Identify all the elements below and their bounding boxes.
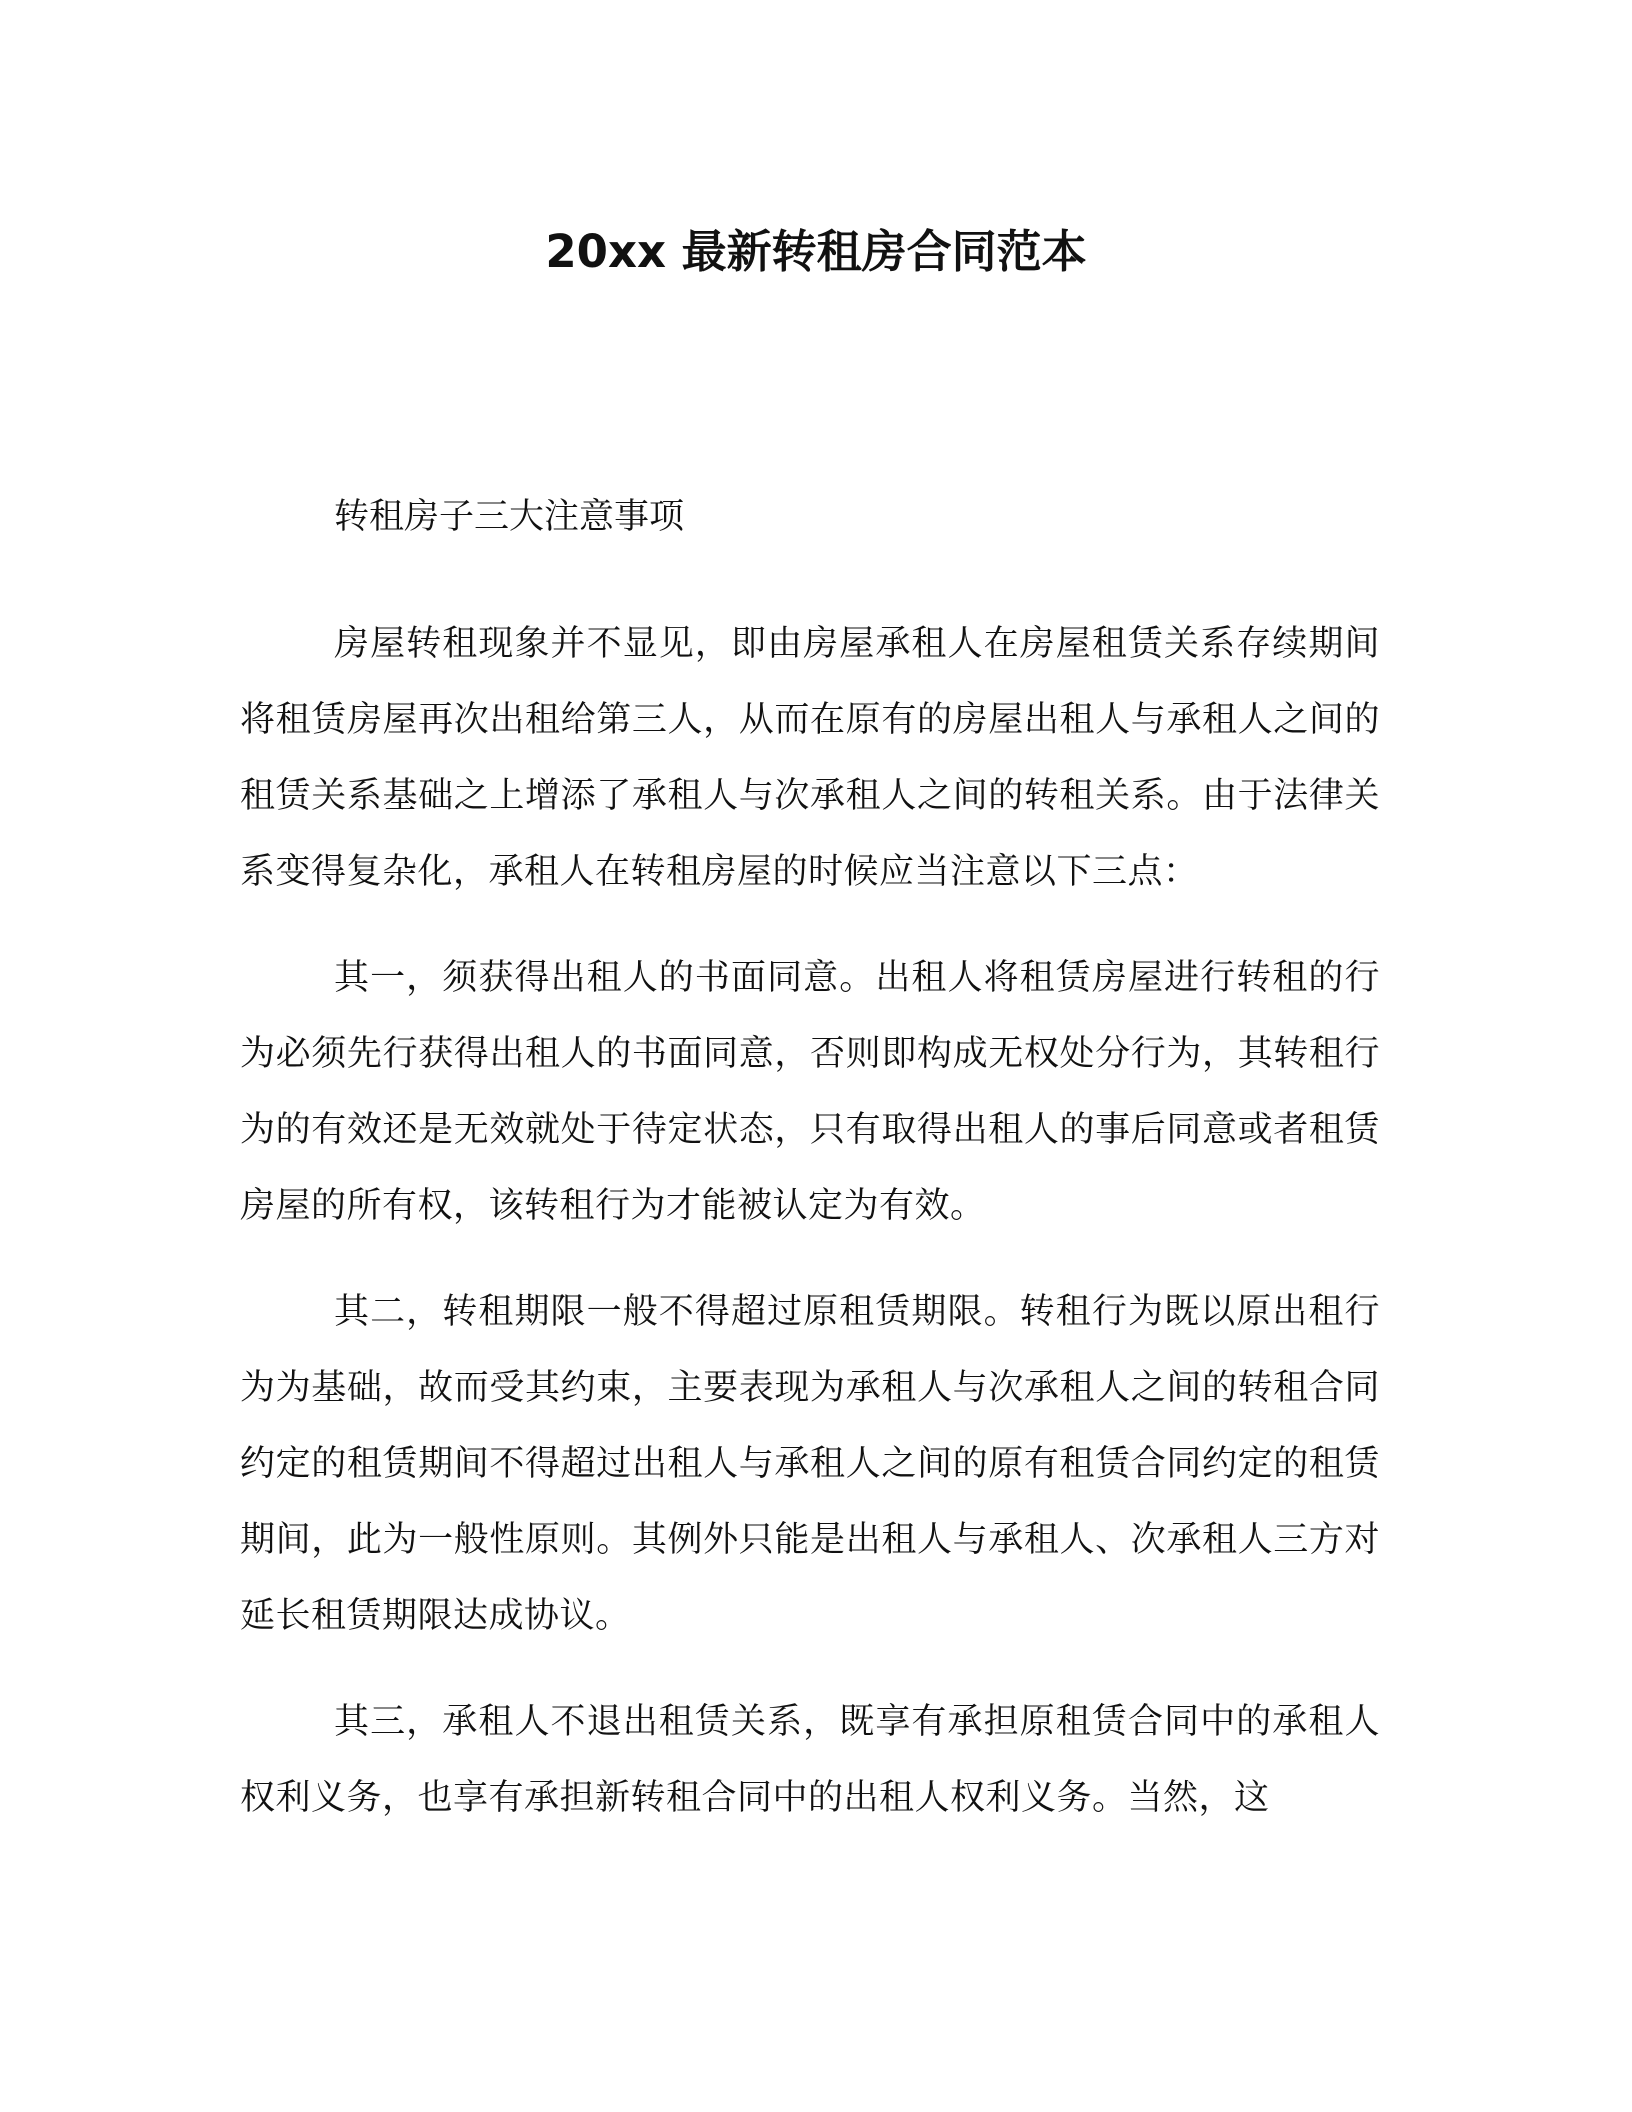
paragraph-point-two: 其二，转租期限一般不得超过原租赁期限。转租行为既以原出租行为为基础，故而受其约束，主要表现为承租人与次承租人之间的转租合同约定的租赁期间不得超过出租人与承租人之间的原有租赁合同约定的租赁期间，此为一般性原则。其例外只能是出租人与承租人、次承租人三方对延长租赁期限达成协议。: [240, 1292, 1380, 1636]
paragraph-point-three: 其三，承租人不退出租赁关系，既享有承担原租赁合同中的承租人权利义务，也享有承担新转租合同中的出租人权利义务。当然，这: [240, 1702, 1380, 1818]
document-title: 20xx 最新转租房合同范本: [545, 225, 1087, 278]
paragraph-intro: 房屋转租现象并不显见，即由房屋承租人在房屋租赁关系存续期间将租赁房屋再次出租给第三人，从而在原有的房屋出租人与承租人之间的租赁关系基础之上增添了承租人与次承租人之间的转租关系。由于法律关系变得复杂化，承租人在转租房屋的时候应当注意以下三点：: [240, 624, 1380, 892]
section-heading: 转租房子三大注意事项: [334, 497, 685, 537]
document-body: [240, 492, 1380, 1836]
paragraph-point-one: 其一，须获得出租人的书面同意。出租人将租赁房屋进行转租的行为必须先行获得出租人的书面同意，否则即构成无权处分行为，其转租行为的有效还是无效就处于待定状态，只有取得出租人的事后同意或者租赁房屋的所有权，该转租行为才能被认定为有效。: [240, 958, 1380, 1226]
